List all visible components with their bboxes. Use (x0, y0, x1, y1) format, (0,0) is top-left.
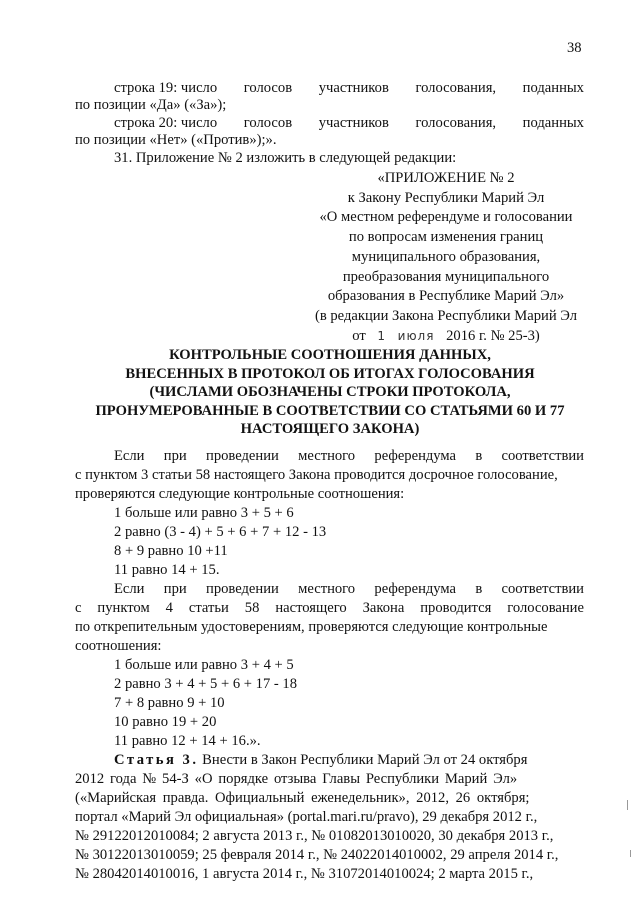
word: строка 19: число (114, 80, 218, 96)
word: участников (318, 115, 389, 131)
title-line: КОНТРОЛЬНЫЕ СООТНОШЕНИЯ ДАННЫХ, (169, 347, 491, 363)
appendix-line: «ПРИЛОЖЕНИЕ № 2 (377, 170, 515, 186)
appendix-line: преобразования муниципального (342, 268, 550, 285)
title-line: ПРОНУМЕРОВАННЫЕ В СООТВЕТСТВИИ СО СТАТЬЯМИ 60 И 77 (95, 402, 565, 419)
block1-line2: с пунктом 3 статьи 58 настоящего Закона проводится досрочное голосование, (75, 467, 558, 483)
word: 4 (165, 600, 173, 616)
word: местного (298, 581, 356, 597)
appendix-line: к Закону Республики Марий Эл (347, 189, 545, 206)
word: поданных (522, 80, 584, 96)
word: проведении (206, 581, 279, 597)
date-suffix: 2016 г. № 25-3) (446, 327, 540, 344)
date-prefix: от (352, 327, 366, 344)
block2-item: 1 больше или равно 3 + 4 + 5 (114, 657, 294, 673)
word: в (475, 448, 483, 464)
block1-item: 2 равно (3 - 4) + 5 + 6 + 7 + 12 - 13 (114, 524, 327, 540)
block1-line3: проверяются следующие контрольные соотношения: (75, 486, 405, 502)
word: настоящего (275, 600, 347, 616)
appendix-date-line (296, 327, 596, 347)
article3-line: № 28042014010016, 1 августа 2014 г., № 31072014010024; 2 марта 2015 г., (75, 866, 534, 882)
article3-line: портал «Марий Эл официальная» (portal.mari.ru/pravo), 29 декабря 2012 г., (75, 809, 538, 825)
word: с (75, 600, 82, 616)
word: 58 (244, 600, 260, 616)
word: голосование (507, 600, 584, 616)
block2-line4: соотношения: (75, 638, 162, 654)
word: голосования, (415, 115, 497, 131)
word: местного (298, 448, 356, 464)
word: проводится (420, 600, 492, 616)
scan-mark (630, 850, 631, 857)
appendix-line: образования в Республике Марий Эл» (327, 288, 565, 305)
title-line: ВНЕСЕННЫХ В ПРОТОКОЛ ОБ ИТОГАХ ГОЛОСОВАНИЯ (125, 365, 535, 382)
block2-item: 7 + 8 равно 9 + 10 (114, 695, 225, 711)
block2-line2 (75, 600, 584, 617)
section-title (60, 346, 600, 439)
appendix-line: «О местном референдуме и голосовании (319, 209, 573, 226)
title-line: НАСТОЯЩЕГО ЗАКОНА) (240, 421, 420, 438)
article3-line1 (114, 752, 527, 769)
paragraph-line-20 (114, 115, 584, 132)
block2-line1 (114, 581, 584, 598)
word: Если (114, 448, 145, 464)
paragraph-line: по позиции «Нет» («Против»);». (75, 132, 277, 148)
article-label: Статья 3. (114, 752, 199, 768)
word: статьи (188, 600, 229, 616)
article3-line: № 29122012010084; 2 августа 2013 г., № 01082013010020, 30 декабря 2013 г., (75, 828, 554, 844)
article3-line: № 30122013010059; 25 февраля 2014 г., № 24022014010002, 29 апреля 2014 г., (75, 847, 559, 863)
block1-item: 1 больше или равно 3 + 5 + 6 (114, 505, 294, 521)
appendix-line: (в редакции Закона Республики Марий Эл (314, 307, 578, 324)
word: Закона (362, 600, 405, 616)
article-text: Внести в Закон Республики Марий Эл от 24 октября (202, 752, 528, 768)
word: Если (114, 581, 145, 597)
word: пунктом (97, 600, 150, 616)
word: при (163, 581, 187, 597)
article3-line: («Марийская правда. Официальный еженедельник», 2012, 26 октября; (75, 790, 530, 806)
word: голосов (243, 80, 293, 96)
scan-mark (627, 800, 628, 810)
article3-line: 2012 года № 54-З «О порядке отзыва Главы Республики Марий Эл» (75, 771, 518, 787)
paragraph-31: 31. Приложение № 2 изложить в следующей редакции: (114, 150, 457, 166)
appendix-header (296, 169, 596, 346)
paragraph-line: по позиции «Да» («За»); (75, 97, 227, 113)
appendix-line: муниципального образования, (351, 248, 541, 265)
block2-line3: по открепительным удостоверениям, проверяются следующие контрольные (75, 619, 548, 635)
word: поданных (522, 115, 584, 131)
handwritten-month: июля (397, 328, 435, 343)
block1-line1 (114, 448, 584, 465)
word: при (163, 448, 187, 464)
word: голосования, (415, 80, 497, 96)
block2-item: 11 равно 12 + 14 + 16.». (114, 733, 261, 749)
appendix-line: по вопросам изменения границ (348, 229, 544, 246)
word: референдума (374, 581, 457, 597)
word: строка 20: число (114, 115, 218, 131)
title-line: (ЧИСЛАМИ ОБОЗНАЧЕНЫ СТРОКИ ПРОТОКОЛА, (149, 384, 511, 401)
block1-item: 11 равно 14 + 15. (114, 562, 220, 578)
page-number: 38 (567, 40, 582, 56)
word: участников (318, 80, 389, 96)
paragraph-line-19 (114, 80, 584, 97)
word: голосов (243, 115, 293, 131)
block2-item: 2 равно 3 + 4 + 5 + 6 + 17 - 18 (114, 676, 298, 692)
word: в (475, 581, 483, 597)
word: соответствии (501, 581, 584, 597)
word: проведении (206, 448, 279, 464)
block2-item: 10 равно 19 + 20 (114, 714, 217, 730)
handwritten-day: 1 (377, 328, 386, 343)
block1-item: 8 + 9 равно 10 +11 (114, 543, 228, 559)
word: референдума (374, 448, 457, 464)
word: соответствии (501, 448, 584, 464)
